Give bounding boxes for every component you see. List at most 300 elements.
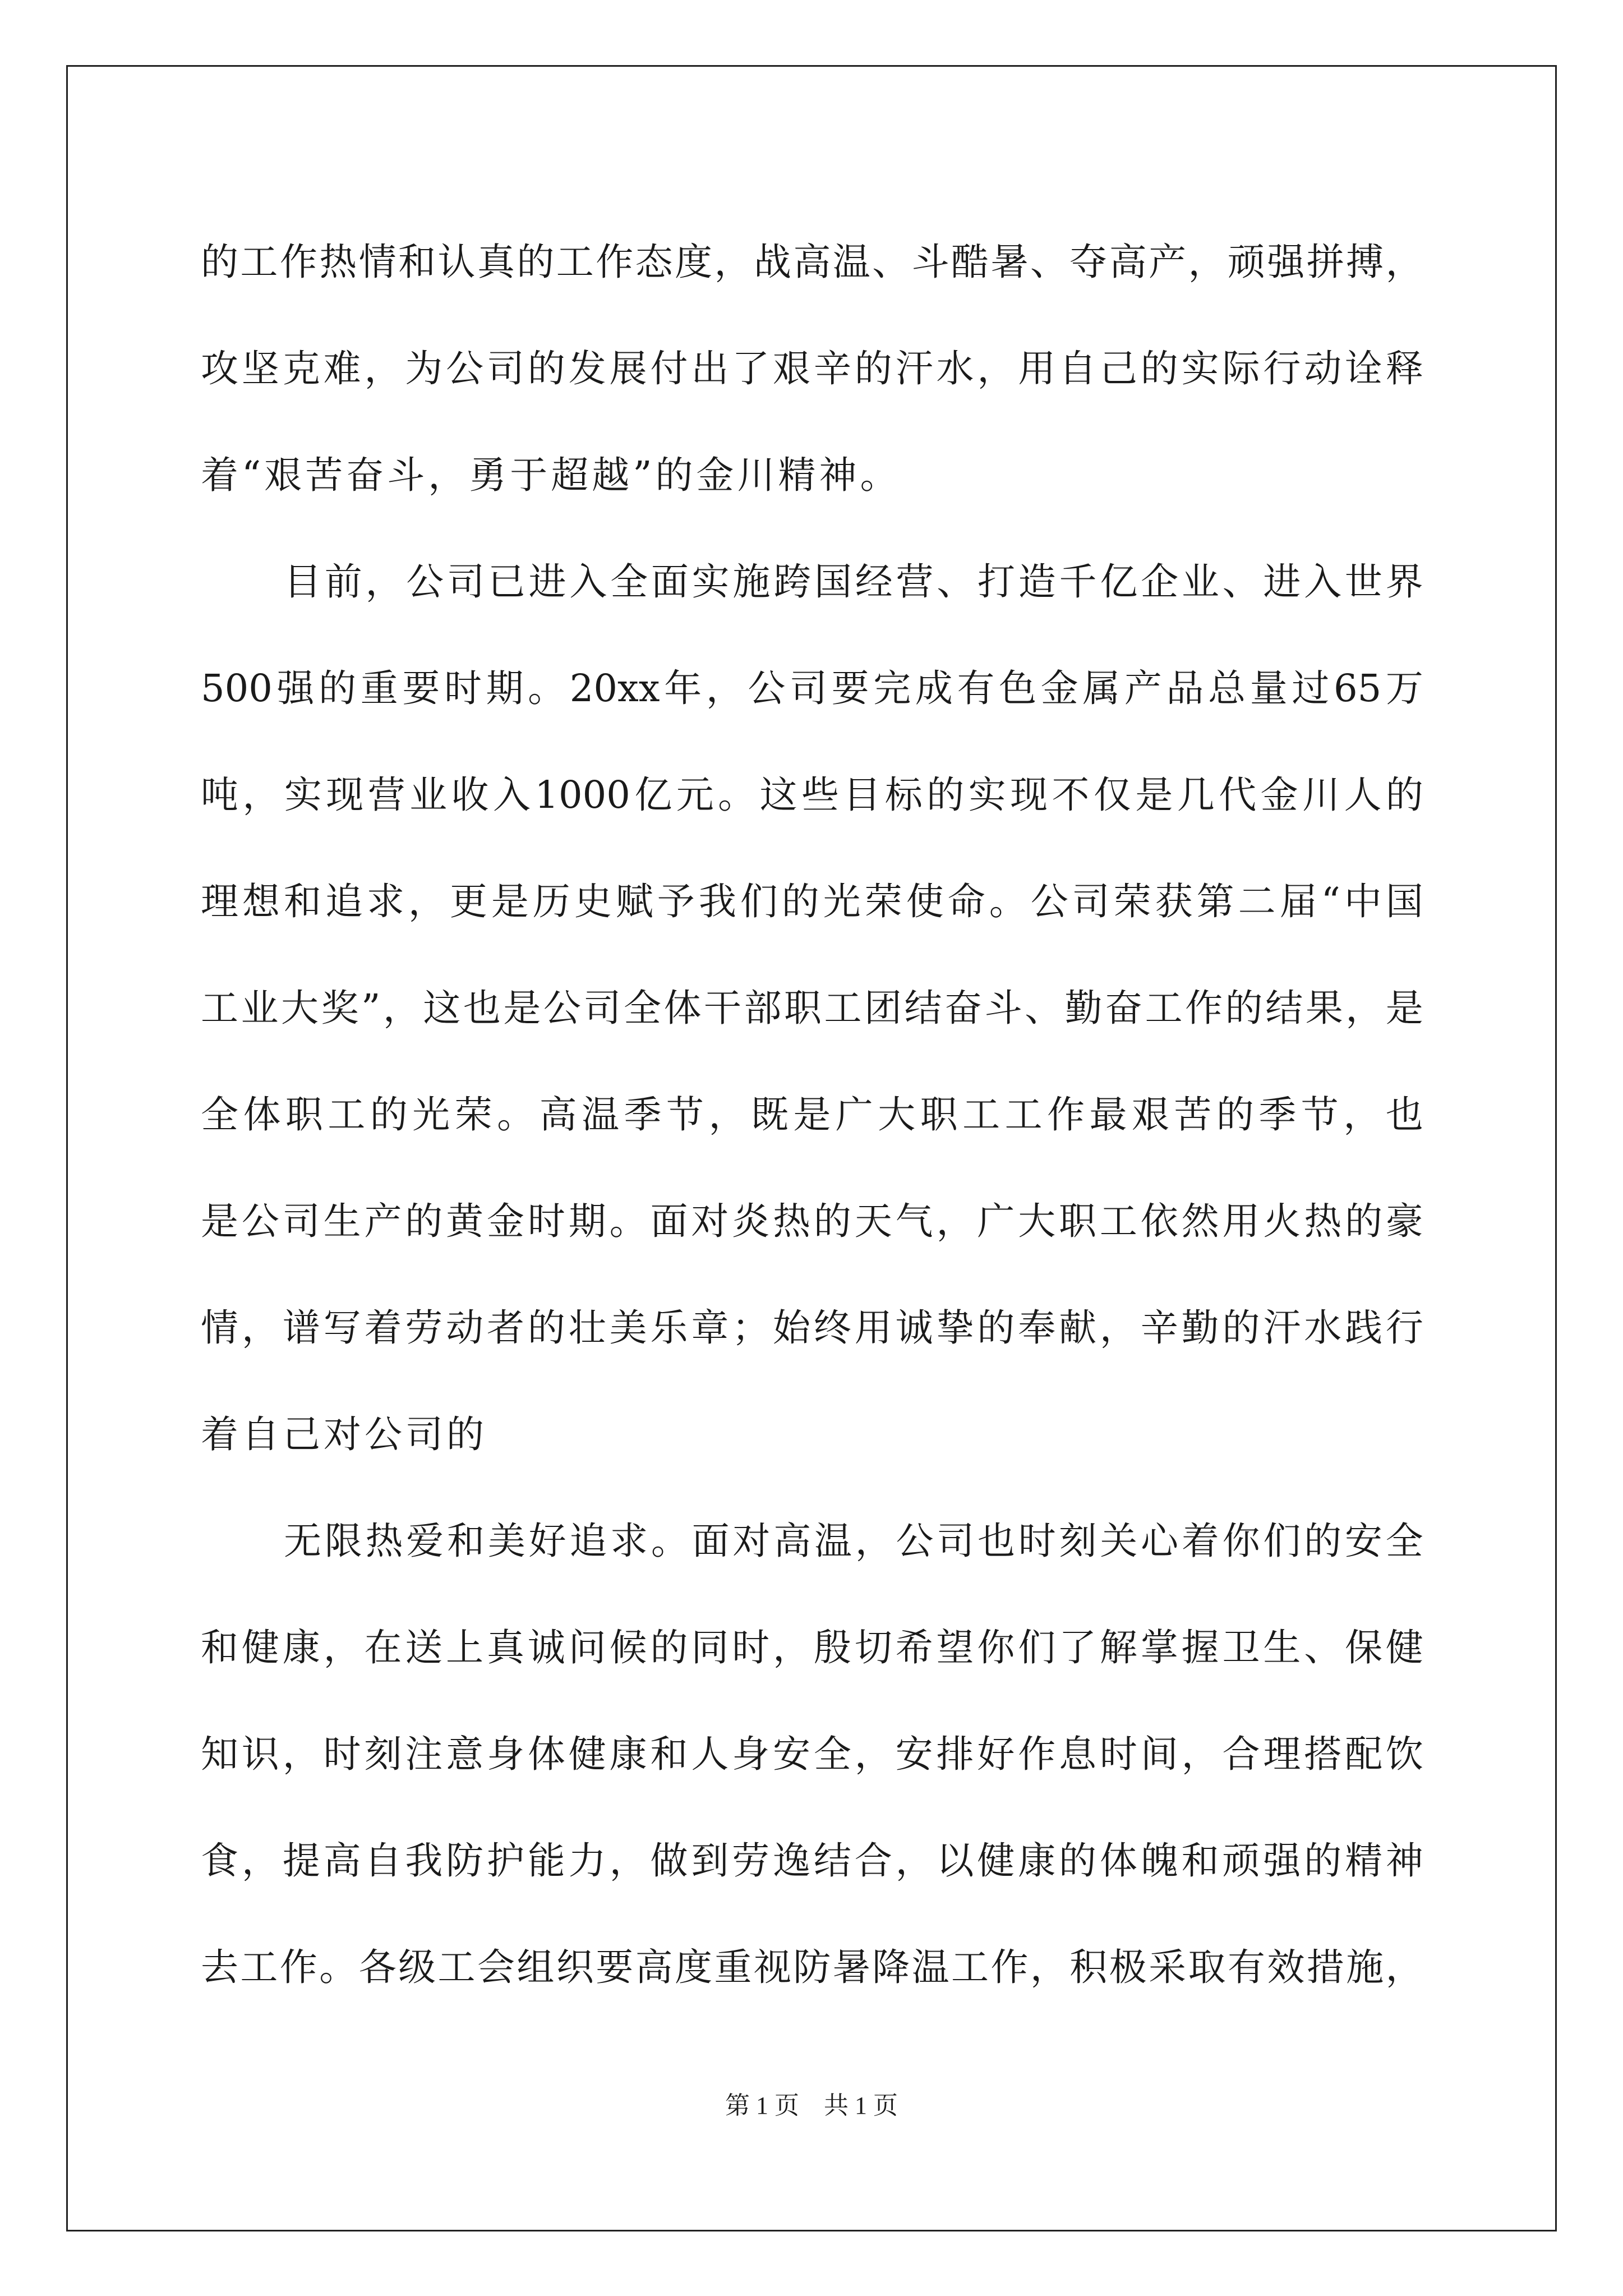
glyph: ” xyxy=(361,986,381,1030)
glyph: 季 xyxy=(1258,1093,1297,1137)
glyph: 做 xyxy=(650,1839,688,1883)
glyph: 勤 xyxy=(1181,1306,1219,1350)
glyph: ， xyxy=(382,986,421,1030)
glyph: 些 xyxy=(801,773,839,817)
glyph: 高 xyxy=(1109,240,1147,284)
glyph: 金 xyxy=(1260,773,1298,817)
glyph: 实 xyxy=(284,773,322,817)
glyph: 作 xyxy=(1047,1093,1085,1137)
glyph: 和 xyxy=(447,1519,485,1563)
glyph: 乐 xyxy=(650,1306,688,1350)
glyph: 们 xyxy=(1263,1519,1301,1563)
glyph: 理 xyxy=(1263,1732,1301,1776)
glyph: 强 xyxy=(276,666,315,710)
body-line xyxy=(201,315,1423,422)
glyph: 温 xyxy=(911,1945,949,1989)
glyph: 、 xyxy=(1030,240,1068,284)
glyph: 搭 xyxy=(1304,1732,1342,1776)
glyph: 公 xyxy=(1030,880,1068,923)
glyph: 作 xyxy=(1018,1732,1056,1776)
glyph: 级 xyxy=(398,1945,436,1989)
glyph: 行 xyxy=(1385,1306,1423,1350)
body-line xyxy=(201,1701,1423,1807)
glyph: 更 xyxy=(449,880,487,923)
glyph: 同 xyxy=(691,1626,729,1669)
body-line xyxy=(201,1061,1423,1168)
glyph: 司 xyxy=(790,666,828,710)
glyph: 届 xyxy=(1279,880,1317,923)
glyph: 全 xyxy=(813,1732,851,1776)
glyph: 的 xyxy=(854,347,892,390)
glyph: 人 xyxy=(1344,773,1382,817)
glyph: 健 xyxy=(568,1732,606,1776)
glyph: 好 xyxy=(977,1732,1015,1776)
glyph: 己 xyxy=(1099,347,1137,390)
glyph: 的 xyxy=(1345,1199,1383,1243)
glyph: 们 xyxy=(740,880,778,923)
glyph: 卫 xyxy=(1222,1626,1260,1669)
glyph: 神 xyxy=(1385,1839,1423,1883)
glyph: ， xyxy=(323,1626,361,1669)
glyph: 时 xyxy=(1018,1519,1056,1563)
glyph: 营 xyxy=(896,560,934,604)
body-line xyxy=(201,209,1423,315)
glyph: 真 xyxy=(477,240,515,284)
glyph: 生 xyxy=(1263,1626,1301,1669)
glyph: 身 xyxy=(732,1732,770,1776)
glyph: 进 xyxy=(528,560,566,604)
glyph: 公 xyxy=(543,986,581,1030)
glyph: 的 xyxy=(1225,986,1263,1030)
glyph: 刻 xyxy=(364,1732,402,1776)
glyph: 进 xyxy=(1263,560,1301,604)
glyph: 已 xyxy=(487,560,525,604)
glyph: 高 xyxy=(793,240,831,284)
glyph: 出 xyxy=(691,347,729,390)
glyph: ， xyxy=(1181,1732,1219,1776)
glyph: 安 xyxy=(773,1732,811,1776)
glyph: 配 xyxy=(1345,1732,1383,1776)
glyph: 这 xyxy=(423,986,461,1030)
glyph: 美 xyxy=(609,1306,647,1350)
glyph: 终 xyxy=(813,1306,851,1350)
glyph: 工 xyxy=(1004,1093,1043,1137)
glyph: 金 xyxy=(487,1199,525,1243)
glyph: 动 xyxy=(1304,347,1342,390)
glyph: ， xyxy=(609,1839,647,1883)
glyph: 大 xyxy=(878,1093,916,1137)
glyph: 是 xyxy=(491,880,529,923)
glyph: 也 xyxy=(463,986,501,1030)
glyph: 展 xyxy=(609,347,647,390)
glyph: 热 xyxy=(319,240,357,284)
glyph: 我 xyxy=(405,1839,443,1883)
glyph: 界 xyxy=(1385,560,1423,604)
glyph: 职 xyxy=(285,1093,323,1137)
glyph: ， xyxy=(708,1093,746,1137)
glyph: ， xyxy=(241,1306,279,1350)
glyph: 献 xyxy=(1059,1306,1097,1350)
glyph: 克 xyxy=(282,347,320,390)
glyph: 写 xyxy=(323,1306,361,1350)
body-line xyxy=(201,1594,1423,1701)
glyph: 坚 xyxy=(241,347,279,390)
glyph: ； xyxy=(732,1306,770,1350)
glyph: 奉 xyxy=(1018,1306,1056,1350)
glyph: 完 xyxy=(873,666,911,710)
glyph: 作 xyxy=(596,240,634,284)
glyph: 经 xyxy=(855,560,893,604)
glyph: 司 xyxy=(937,1519,975,1563)
glyph: 予 xyxy=(657,880,695,923)
glyph: 了 xyxy=(1059,1626,1097,1669)
glyph: 意 xyxy=(446,1732,484,1776)
body-line: 着“艰苦奋斗，勇于超越”的金川精神。 xyxy=(201,453,901,497)
glyph: 公 xyxy=(896,1519,934,1563)
glyph: 关 xyxy=(1100,1519,1138,1563)
glyph: 护 xyxy=(487,1839,525,1883)
glyph: 使 xyxy=(906,880,944,923)
glyph: 期 xyxy=(486,666,524,710)
body-line xyxy=(201,1914,1423,2021)
glyph: 勤 xyxy=(1064,986,1103,1030)
glyph: ， xyxy=(855,1519,893,1563)
glyph: 理 xyxy=(201,880,238,923)
glyph: 际 xyxy=(1222,347,1260,390)
glyph: 高 xyxy=(773,1519,811,1563)
glyph: 情 xyxy=(201,1306,238,1350)
glyph: 万 xyxy=(1385,666,1423,710)
glyph: 顽 xyxy=(1227,240,1265,284)
glyph: 自 xyxy=(364,1839,402,1883)
glyph: 、 xyxy=(1304,1626,1342,1669)
glyph: 的 xyxy=(527,347,565,390)
glyph: 采 xyxy=(1149,1945,1187,1989)
glyph: 全 xyxy=(1385,1519,1423,1563)
glyph: 的 xyxy=(527,1306,565,1350)
glyph: 这 xyxy=(759,773,797,817)
glyph: 诚 xyxy=(527,1626,565,1669)
glyph: 入 xyxy=(569,560,607,604)
glyph: 重 xyxy=(714,1945,752,1989)
glyph: 水 xyxy=(1304,1306,1342,1350)
glyph: 辛 xyxy=(1140,1306,1178,1350)
glyph: ， xyxy=(1385,1945,1423,1989)
glyph: 职 xyxy=(1059,1199,1097,1243)
glyph: 战 xyxy=(753,240,791,284)
glyph: 果 xyxy=(1305,986,1343,1030)
glyph: 苦 xyxy=(1174,1093,1212,1137)
glyph: 我 xyxy=(698,880,736,923)
glyph: 时 xyxy=(1099,1732,1137,1776)
glyph: 工 xyxy=(951,1945,989,1989)
glyph: 度 xyxy=(675,1945,713,1989)
glyph: 你 xyxy=(977,1626,1015,1669)
glyph: ， xyxy=(773,1626,811,1669)
glyph: ， xyxy=(282,1732,320,1776)
glyph: 产 xyxy=(364,1199,402,1243)
glyph: 工 xyxy=(437,1945,476,1989)
glyph: ， xyxy=(365,560,403,604)
glyph: 无 xyxy=(284,1519,321,1563)
glyph: 强 xyxy=(1263,1839,1301,1883)
glyph: 全 xyxy=(610,560,648,604)
glyph: 问 xyxy=(568,1626,606,1669)
glyph: 的 xyxy=(781,880,819,923)
glyph: 和 xyxy=(398,240,436,284)
glyph: 视 xyxy=(753,1945,791,1989)
glyph: 20xx xyxy=(569,666,660,710)
body-line xyxy=(201,635,1423,742)
glyph: 汗 xyxy=(895,347,933,390)
glyph: 吨 xyxy=(201,773,238,817)
page-footer: 第 1 页 共 1 页 xyxy=(725,2092,898,2119)
glyph: 实 xyxy=(1181,347,1219,390)
glyph: 炎 xyxy=(732,1199,770,1243)
glyph: 热 xyxy=(1304,1199,1342,1243)
glyph: 你 xyxy=(1222,1519,1260,1563)
glyph: 时 xyxy=(444,666,482,710)
glyph: 搏 xyxy=(1346,240,1384,284)
glyph: 康 xyxy=(1018,1839,1056,1883)
glyph: 动 xyxy=(446,1306,484,1350)
document-body xyxy=(201,209,1423,2021)
glyph: 体 xyxy=(243,1093,281,1137)
glyph: 不 xyxy=(1052,773,1090,817)
glyph: 既 xyxy=(750,1093,789,1137)
glyph: 的 xyxy=(650,1626,688,1669)
glyph: 心 xyxy=(1141,1519,1179,1563)
glyph: 体 xyxy=(527,1732,565,1776)
glyph: 合 xyxy=(1222,1732,1260,1776)
glyph: 酷 xyxy=(951,240,989,284)
glyph: 属 xyxy=(1082,666,1121,710)
glyph: 全 xyxy=(201,1093,238,1137)
glyph: 饮 xyxy=(1385,1732,1423,1776)
glyph: ， xyxy=(895,1839,933,1883)
glyph: 入 xyxy=(1304,560,1342,604)
glyph: 食 xyxy=(201,1839,238,1883)
glyph: 。 xyxy=(989,880,1027,923)
glyph: 会 xyxy=(477,1945,515,1989)
glyph: 工 xyxy=(1145,986,1183,1030)
glyph: 以 xyxy=(936,1839,974,1883)
glyph: 是 xyxy=(793,1093,831,1137)
glyph: 安 xyxy=(895,1732,933,1776)
glyph: 获 xyxy=(1155,880,1193,923)
glyph: 司 xyxy=(583,986,621,1030)
glyph: 暑 xyxy=(990,240,1029,284)
glyph: ， xyxy=(1188,240,1226,284)
glyph: 荣 xyxy=(864,880,902,923)
glyph: 的 xyxy=(1216,1093,1254,1137)
glyph: 部 xyxy=(744,986,782,1030)
glyph: 着 xyxy=(1181,1519,1219,1563)
glyph: ， xyxy=(936,1199,974,1243)
glyph: 职 xyxy=(784,986,822,1030)
glyph: 们 xyxy=(1018,1626,1056,1669)
glyph: 求 xyxy=(366,880,404,923)
glyph: 国 xyxy=(814,560,852,604)
glyph: 面 xyxy=(691,1519,730,1563)
glyph: 追 xyxy=(325,880,363,923)
glyph: 面 xyxy=(650,1199,688,1243)
glyph: 合 xyxy=(854,1839,892,1883)
glyph: 要 xyxy=(831,666,869,710)
glyph: 产 xyxy=(1149,240,1187,284)
glyph: 到 xyxy=(691,1839,729,1883)
glyph: 的 xyxy=(201,240,238,284)
glyph: ， xyxy=(364,347,402,390)
glyph: 要 xyxy=(596,1945,634,1989)
glyph: 的 xyxy=(319,666,357,710)
glyph: 体 xyxy=(663,986,702,1030)
glyph: 的 xyxy=(1304,1519,1342,1563)
glyph: 作 xyxy=(990,1945,1029,1989)
glyph: 营 xyxy=(367,773,405,817)
glyph: 健 xyxy=(241,1626,279,1669)
glyph: 水 xyxy=(936,347,974,390)
glyph: 践 xyxy=(1345,1306,1383,1350)
glyph: 的 xyxy=(1385,773,1423,817)
glyph: 识 xyxy=(241,1732,279,1776)
glyph: ， xyxy=(706,666,744,710)
glyph: 亿 xyxy=(634,773,672,817)
glyph: 季 xyxy=(624,1093,662,1137)
glyph: 有 xyxy=(1227,1945,1265,1989)
glyph: 温 xyxy=(814,1519,852,1563)
glyph: 量 xyxy=(1249,666,1288,710)
glyph: 掌 xyxy=(1140,1626,1178,1669)
glyph: 重 xyxy=(360,666,398,710)
glyph: 、 xyxy=(937,560,975,604)
glyph: 付 xyxy=(650,347,688,390)
glyph: ， xyxy=(408,880,446,923)
glyph: 、 xyxy=(1025,986,1063,1030)
glyph: 65 xyxy=(1333,666,1382,710)
glyph: 提 xyxy=(282,1839,320,1883)
body-line xyxy=(201,1807,1423,1914)
glyph: 奋 xyxy=(944,986,983,1030)
paragraph-start-line xyxy=(201,1488,1423,1594)
glyph: 结 xyxy=(813,1839,851,1883)
glyph: 热 xyxy=(773,1199,811,1243)
glyph: 节 xyxy=(1301,1093,1339,1137)
glyph: 仅 xyxy=(1093,773,1131,817)
glyph: 握 xyxy=(1181,1626,1219,1669)
glyph: ， xyxy=(1030,1945,1068,1989)
glyph: 施 xyxy=(732,560,771,604)
glyph: 度 xyxy=(675,240,713,284)
glyph: 的 xyxy=(1304,1839,1342,1883)
glyph: 力 xyxy=(568,1839,606,1883)
glyph: 实 xyxy=(691,560,730,604)
glyph: 斗 xyxy=(984,986,1022,1030)
glyph: 顽 xyxy=(1222,1839,1260,1883)
glyph: ， xyxy=(714,240,752,284)
glyph: ， xyxy=(1099,1306,1137,1350)
glyph: 健 xyxy=(977,1839,1015,1883)
glyph: ， xyxy=(1345,986,1384,1030)
glyph: 工 xyxy=(240,1945,278,1989)
glyph: 、 xyxy=(1222,560,1260,604)
glyph: 世 xyxy=(1344,560,1382,604)
glyph: 1000 xyxy=(534,773,630,817)
glyph: 诚 xyxy=(895,1306,933,1350)
glyph: 面 xyxy=(651,560,689,604)
glyph: 色 xyxy=(999,666,1037,710)
glyph: 求 xyxy=(610,1519,648,1563)
glyph: 职 xyxy=(920,1093,958,1137)
glyph: 高 xyxy=(635,1945,673,1989)
glyph: 最 xyxy=(1089,1093,1127,1137)
glyph: 干 xyxy=(703,986,741,1030)
glyph: 限 xyxy=(324,1519,362,1563)
glyph: 公 xyxy=(748,666,786,710)
glyph: 织 xyxy=(556,1945,594,1989)
glyph: 打 xyxy=(978,560,1016,604)
glyph: 企 xyxy=(1141,560,1179,604)
glyph: 送 xyxy=(405,1626,443,1669)
glyph: 过 xyxy=(1292,666,1330,710)
glyph: 光 xyxy=(823,880,861,923)
body-line xyxy=(201,742,1423,848)
glyph: 年 xyxy=(664,666,702,710)
glyph: 工 xyxy=(328,1093,366,1137)
glyph: 。 xyxy=(319,1945,357,1989)
glyph: 极 xyxy=(1109,1945,1147,1989)
glyph: 着 xyxy=(364,1306,402,1350)
glyph: 和 xyxy=(201,1626,238,1669)
glyph: 注 xyxy=(405,1732,443,1776)
glyph: ， xyxy=(242,773,280,817)
glyph: 精 xyxy=(1345,1839,1383,1883)
glyph: 安 xyxy=(1344,1519,1382,1563)
glyph: 能 xyxy=(527,1839,565,1883)
glyph: 了 xyxy=(732,347,770,390)
glyph: 的 xyxy=(926,773,965,817)
glyph: 结 xyxy=(904,986,942,1030)
glyph: 身 xyxy=(487,1732,525,1776)
glyph: 康 xyxy=(282,1626,320,1669)
glyph: 目 xyxy=(843,773,881,817)
glyph: 对 xyxy=(732,1519,771,1563)
glyph: 时 xyxy=(732,1626,770,1669)
glyph: 措 xyxy=(1306,1945,1344,1989)
glyph: 跨 xyxy=(773,560,811,604)
glyph: 是 xyxy=(1135,773,1173,817)
glyph: 有 xyxy=(957,666,995,710)
glyph: 者 xyxy=(487,1306,525,1350)
glyph: 黄 xyxy=(446,1199,484,1243)
glyph: 川 xyxy=(1302,773,1340,817)
glyph: 的 xyxy=(517,240,555,284)
glyph: 效 xyxy=(1267,1945,1305,1989)
glyph: 要 xyxy=(402,666,440,710)
glyph: 司 xyxy=(282,1199,320,1243)
glyph: 工 xyxy=(824,986,862,1030)
glyph: 命 xyxy=(947,880,985,923)
glyph: 发 xyxy=(568,347,606,390)
glyph: 候 xyxy=(609,1626,647,1669)
glyph: 。 xyxy=(609,1199,647,1243)
glyph: 代 xyxy=(1219,773,1257,817)
glyph: 大 xyxy=(1018,1199,1056,1243)
glyph: 是 xyxy=(201,1199,238,1243)
glyph: 时 xyxy=(323,1732,361,1776)
glyph: 的 xyxy=(1059,1839,1097,1883)
glyph: 荣 xyxy=(1113,880,1151,923)
